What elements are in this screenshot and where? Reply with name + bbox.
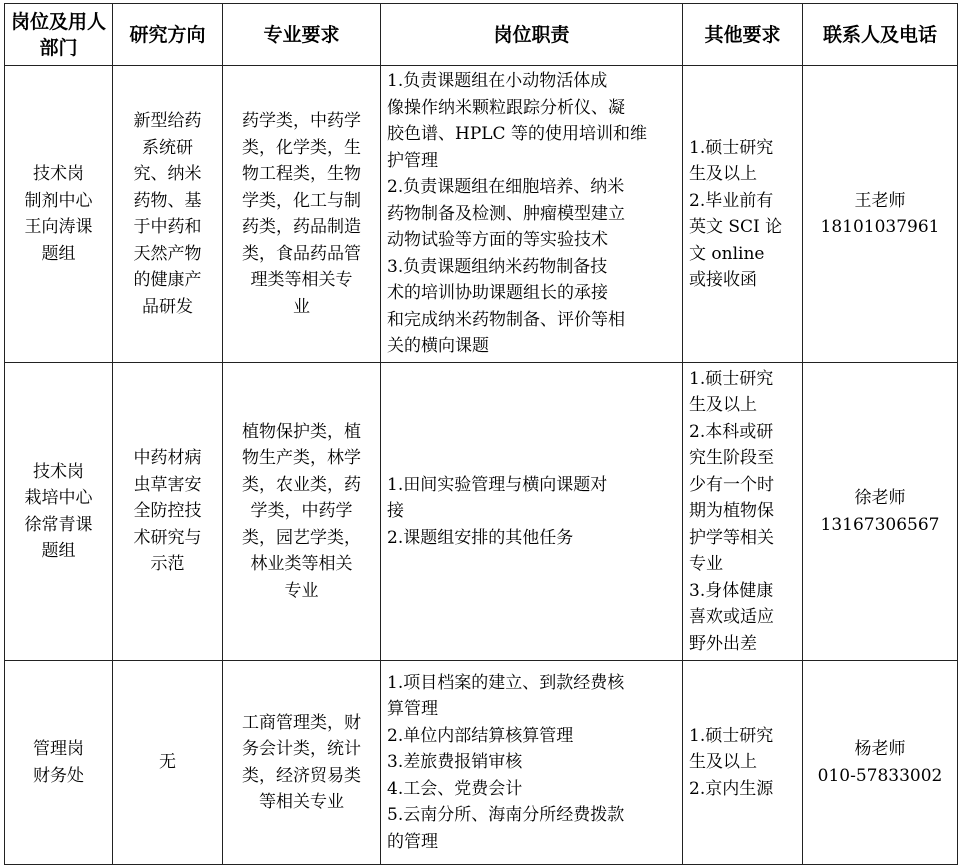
cell-line: 无 (159, 752, 176, 773)
cell-line: 3.负责课题组纳米药物制备技 (387, 256, 608, 277)
cell-line: 财务处 (33, 765, 84, 786)
cell-line: 2.单位内部结算核算管理 (387, 725, 574, 746)
cell-line: 类，食品药品管 (242, 243, 361, 264)
contact-phone: 18101037961 (820, 217, 940, 237)
cell-line: 3.差旅费报销审核 (387, 752, 523, 773)
cell-line: 2.课题组安排的其他任务 (387, 527, 574, 548)
cell-line: 1.硕士研究 (689, 725, 774, 746)
cell-line: 天然产物 (133, 243, 202, 264)
major-cell (223, 363, 381, 661)
cell-line: 2.本科或研 (689, 421, 774, 442)
cell-line: 生及以上 (689, 752, 757, 773)
cell-line: 护学等相关 (689, 527, 774, 548)
cell-line: 2.负责课题组在细胞培养、纳米 (387, 177, 625, 198)
contact-cell (803, 363, 958, 661)
dept-cell (5, 66, 113, 363)
cell-line: 药类，药品制造 (242, 217, 361, 237)
contact-phone: 13167306567 (820, 514, 940, 535)
cell-line: 系统研 (142, 137, 193, 158)
other-requirements-cell (683, 66, 803, 363)
cell-line: 像操作纳米颗粒跟踪分析仪、凝 (387, 97, 625, 118)
cell-line: 1.负责课题组在小动物活体成 (387, 71, 608, 92)
header-other: 其他要求 (683, 4, 803, 66)
cell-line: 栽培中心 (24, 488, 93, 508)
cell-line: 药物制备及检测、肿瘤模型建立 (387, 203, 625, 224)
cell-line: 胶色谱、HPLC 等的使用培训和维 (387, 124, 647, 145)
cell-line: 喜欢或适应 (689, 607, 774, 628)
cell-line: 全防控技 (133, 501, 202, 522)
header-direction: 研究方向 (113, 4, 223, 66)
contact-phone: 010-57833002 (817, 765, 943, 786)
cell-line: 术的培训协助课题组长的承接 (387, 283, 608, 304)
cell-line: 2.毕业前有 (689, 190, 774, 211)
cell-line: 野外出差 (689, 633, 757, 654)
cell-line: 学类，中药学 (250, 501, 353, 522)
major-cell (223, 661, 381, 865)
cell-line: 英文 SCI 论 (689, 217, 783, 237)
cell-line: 示范 (150, 554, 185, 575)
header-major: 专业要求 (223, 4, 381, 66)
cell-line: 护管理 (387, 150, 438, 171)
cell-line: 林业类等相关 (250, 554, 353, 575)
cell-line: 类，化学类，生 (242, 137, 361, 158)
cell-line: 生及以上 (689, 395, 757, 416)
other-requirements-cell (683, 363, 803, 661)
cell-line: 的管理 (387, 831, 438, 852)
cell-line: 术研究与 (133, 527, 202, 548)
contact-cell (803, 66, 958, 363)
cell-line: 制剂中心 (24, 190, 93, 211)
cell-line: 5.云南分所、海南分所经费拨款 (387, 805, 625, 826)
cell-line: 植物保护类，植 (242, 421, 361, 442)
cell-line: 物工程类，生物 (242, 164, 361, 184)
cell-line: 1.硕士研究 (689, 137, 774, 158)
cell-line: 等相关专业 (259, 792, 344, 812)
cell-line: 徐常青课 (24, 514, 93, 535)
cell-line: 学类，化工与制 (242, 190, 361, 211)
cell-line: 题组 (41, 243, 76, 264)
duties-cell (381, 363, 683, 661)
contact-name: 王老师 (854, 190, 906, 211)
contact-cell (803, 661, 958, 865)
duties-cell (381, 66, 683, 363)
direction-cell (113, 363, 223, 661)
cell-line: 于中药和 (133, 217, 202, 237)
cell-line: 专业 (689, 554, 723, 575)
major-cell (223, 66, 381, 363)
cell-line: 生及以上 (689, 164, 757, 184)
cell-line: 品研发 (142, 296, 193, 317)
cell-line: 虫草害安 (133, 474, 202, 495)
cell-line: 类，经济贸易类 (242, 765, 361, 786)
cell-line: 王向涛课 (24, 217, 93, 237)
cell-line: 技术岗 (33, 461, 84, 482)
table-row (5, 363, 958, 661)
cell-line: 1.项目档案的建立、到款经费核 (387, 672, 625, 693)
dept-cell (5, 363, 113, 661)
cell-line: 究、纳米 (133, 164, 202, 184)
cell-line: 文 online (689, 243, 765, 264)
duties-cell (381, 661, 683, 865)
direction-cell (113, 661, 223, 865)
cell-line: 专业 (284, 580, 319, 601)
cell-line: 业 (293, 296, 310, 317)
cell-line: 技术岗 (33, 164, 84, 184)
cell-line: 少有一个时 (689, 474, 774, 495)
cell-line: 接 (387, 501, 404, 522)
cell-line: 中药材病 (133, 448, 202, 469)
cell-line: 类，园艺学类， (242, 527, 361, 548)
cell-line: 和完成纳米药物制备、评价等相 (387, 309, 625, 330)
header-duties: 岗位职责 (381, 4, 683, 66)
contact-name: 杨老师 (854, 739, 906, 759)
header-row (5, 4, 958, 66)
cell-line: 管理岗 (33, 739, 84, 759)
cell-line: 期为植物保 (689, 501, 774, 522)
direction-cell (113, 66, 223, 363)
cell-line: 理类等相关专 (250, 270, 353, 290)
cell-line: 类，农业类，药 (242, 474, 361, 495)
other-requirements-cell (683, 661, 803, 865)
cell-line: 物生产类，林学 (242, 448, 361, 469)
cell-line: 1.田间实验管理与横向课题对 (387, 474, 608, 495)
header-contact: 联系人及电话 (803, 4, 958, 66)
cell-line: 新型给药 (133, 111, 202, 131)
cell-line: 工商管理类，财 (242, 712, 361, 733)
recruitment-table (4, 3, 958, 865)
contact-name: 徐老师 (854, 488, 906, 508)
cell-line: 动物试验等方面的等实验技术 (387, 230, 608, 251)
dept-cell (5, 661, 113, 865)
cell-line: 务会计类，统计 (242, 739, 361, 759)
cell-line: 2.京内生源 (689, 778, 774, 799)
cell-line: 4.工会、党费会计 (387, 778, 523, 799)
cell-line: 算管理 (387, 699, 438, 720)
header-dept: 岗位及用人部门 (5, 4, 113, 66)
cell-line: 关的横向课题 (387, 336, 489, 357)
cell-line: 药学类，中药学 (242, 111, 361, 131)
cell-line: 1.硕士研究 (689, 368, 774, 389)
cell-line: 究生阶段至 (689, 448, 774, 469)
cell-line: 药物、基 (133, 190, 202, 211)
table-row (5, 661, 958, 865)
cell-line: 3.身体健康 (689, 580, 774, 601)
cell-line: 或接收函 (689, 270, 757, 290)
cell-line: 题组 (41, 541, 76, 561)
cell-line: 的健康产 (133, 270, 202, 290)
table-row (5, 66, 958, 363)
